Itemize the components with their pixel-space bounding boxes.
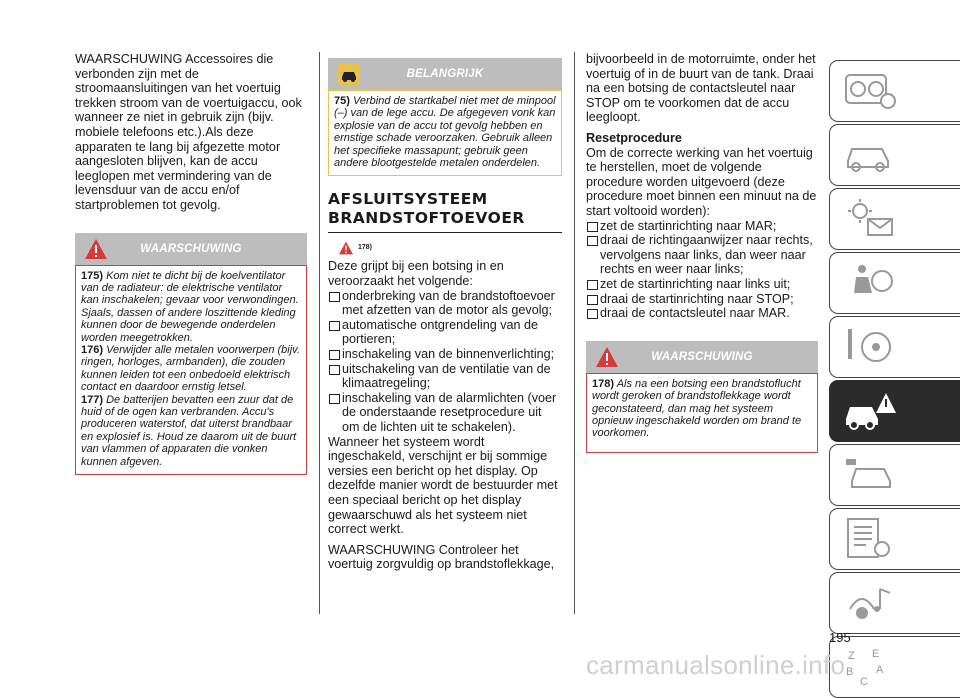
warning-item bbox=[81, 270, 301, 344]
list-item-text: inschakeling van de binnenverlichting; bbox=[342, 347, 555, 361]
list-item-text: automatische ontgrendeling van de portieren; bbox=[342, 317, 539, 347]
list-item-text: draai de richtingaanwijzer naar rechts, vervolgens naar links, dan weer naar rechts en weer naar links; bbox=[600, 233, 813, 277]
warning-text: De batterijen bevatten een zuur dat de huid of de ogen kan verbranden. Accu's produceren waterstof, dat uiterst brandbaar en explosief is. Houd ze daarom uit de buurt van vlammen of apparaten die vonken kunnen afgeven. bbox=[81, 393, 297, 468]
svg-text:E: E bbox=[872, 648, 880, 660]
list-item bbox=[586, 219, 818, 234]
list-item-text: uitschakeling van de ventilatie van de klimaatregeling; bbox=[342, 361, 551, 391]
warning-item bbox=[81, 394, 301, 468]
important-number: 75) bbox=[334, 95, 350, 107]
tab-emergency[interactable] bbox=[829, 380, 960, 442]
warning-text: Verwijder alle metalen voorwerpen (bijv. ringen, horloges, armbanden), die zouden kunnen leiden tot een onbedoeld elektrisch contact en daardoor ernstig letsel. bbox=[81, 343, 300, 394]
checkbox-bullet-icon bbox=[587, 222, 598, 232]
reference-number: 178) bbox=[358, 244, 373, 252]
warning-box bbox=[75, 233, 307, 476]
checkbox-bullet-icon bbox=[329, 350, 340, 360]
important-title: BELANGRIJK bbox=[406, 68, 484, 80]
checkbox-bullet-icon bbox=[329, 365, 340, 375]
list-item bbox=[586, 306, 818, 321]
warning-text: Als na een botsing een brandstoflucht wordt geroken of brandstoflekkage wordt geconstateerd, dan mag het systeem opnieuw ingeschakeld worden om brand te voorkomen. bbox=[592, 377, 802, 440]
tab-index[interactable] bbox=[829, 636, 960, 698]
warning-title: WAARSCHUWING bbox=[140, 242, 242, 255]
list-item bbox=[328, 362, 562, 391]
list-item-text: draai de contactsleutel naar MAR. bbox=[600, 306, 790, 321]
warning-text: Kom niet te dicht bij de koelventilator van de radiateur: de elektrische ventilator kan inschakelen; gevaar voor verwondingen. Sjaals, dassen of andere loszittende kleding kunnen door de bewegende onderdelen worden meegetrokken. bbox=[81, 269, 299, 344]
list-item bbox=[328, 391, 562, 435]
important-box-body bbox=[328, 90, 562, 176]
warning-box-body bbox=[586, 373, 818, 453]
watermark: carmanualsonline.info bbox=[586, 650, 846, 680]
tab-dashboard[interactable] bbox=[829, 60, 960, 122]
tab-lights[interactable] bbox=[829, 188, 960, 250]
important-text: Verbind de startkabel niet met de minpool (–) van de lege accu. De afgegeven vonk kan explosie van de accu tot gevolg hebben en ernstige schade veroorzaken. Gebruik alleen het specifieke massapunt; gebruik geen andere blootgestelde metalen onderdelen. bbox=[334, 95, 556, 170]
emergency-crash-icon bbox=[842, 387, 898, 435]
column-divider bbox=[319, 52, 320, 614]
section-heading-line-2: BRANDSTOFTOEVOER bbox=[328, 209, 525, 228]
list-item-text: zet de startinrichting naar MAR; bbox=[600, 218, 777, 233]
important-box-header bbox=[328, 58, 562, 90]
warning-box bbox=[586, 341, 818, 453]
checkbox-bullet-icon bbox=[587, 309, 598, 319]
page-number: 195 bbox=[829, 630, 851, 645]
reference-marker bbox=[338, 241, 562, 259]
leak-warning-paragraph: WAARSCHUWING Controleer het voertuig zorgvuldig op brandstoflekkage, bbox=[328, 542, 555, 572]
svg-text:A: A bbox=[876, 664, 884, 676]
checkbox-bullet-icon bbox=[329, 292, 340, 302]
steering-wheel-icon bbox=[842, 323, 898, 371]
reset-intro-paragraph: Om de correcte werking van het voertuig te herstellen, moet de volgende procedure worden uitgevoerd (deze procedure moet binnen een minuut na de start voltooid worden): bbox=[586, 145, 817, 218]
warning-title: WAARSCHUWING bbox=[651, 350, 753, 363]
warning-number: 178) bbox=[592, 377, 615, 390]
list-item bbox=[586, 277, 818, 292]
tab-multimedia[interactable] bbox=[829, 572, 960, 634]
column-3 bbox=[586, 52, 818, 453]
warning-box-header bbox=[586, 341, 818, 373]
safety-airbag-icon bbox=[842, 259, 898, 307]
multimedia-icon bbox=[842, 579, 898, 627]
list-item bbox=[586, 292, 818, 307]
tab-maintenance[interactable] bbox=[829, 444, 960, 506]
section-heading bbox=[328, 190, 562, 233]
warning-number: 177) bbox=[81, 393, 104, 406]
svg-text:B: B bbox=[846, 666, 854, 678]
tab-technical-data[interactable] bbox=[829, 508, 960, 570]
accessories-warning-paragraph: WAARSCHUWING Accessoires die verbonden zijn met de stroomaansluitingen van het voertuig trekken stroom van de voertuigaccu, ook wanneer ze niet in gebruik zijn (bijv. mobiele telefoons etc.).Als deze apparaten te lang bij afgezette motor aangesloten blijven, kan de accu leeglopen met vermindering van de levensduur van de accu en/of startproblemen tot gevolg. bbox=[75, 52, 302, 212]
column-2 bbox=[328, 52, 562, 572]
important-box bbox=[328, 58, 562, 176]
column-divider bbox=[574, 52, 575, 614]
car-icon bbox=[842, 131, 898, 179]
checkbox-bullet-icon bbox=[587, 280, 598, 290]
svg-text:Z: Z bbox=[848, 650, 855, 662]
list-item bbox=[328, 289, 562, 318]
tab-driving[interactable] bbox=[829, 316, 960, 378]
column-1 bbox=[75, 52, 307, 475]
dashboard-info-icon bbox=[842, 67, 898, 115]
checkbox-bullet-icon bbox=[329, 321, 340, 331]
warning-number: 176) bbox=[81, 343, 104, 356]
svg-text:C: C bbox=[860, 676, 868, 688]
warning-box-header bbox=[75, 233, 307, 265]
tab-safety[interactable] bbox=[829, 252, 960, 314]
index-alphabet-icon bbox=[842, 643, 898, 691]
display-message-paragraph: Wanneer het systeem wordt ingeschakeld, verschijnt er bij sommige versies een bericht op het display. Op dezelfde manier wordt de bestuurder met een speciaal bericht op het display gewaarschuwd als het systeem niet correct werkt. bbox=[328, 434, 558, 537]
warning-number: 175) bbox=[81, 269, 104, 282]
warning-item bbox=[81, 344, 301, 394]
reset-procedure-heading: Resetprocedure bbox=[586, 130, 682, 145]
list-item bbox=[328, 318, 562, 347]
intro-paragraph: Deze grijpt bij een botsing in en veroorzaakt het volgende: bbox=[328, 259, 504, 289]
list-item-text: zet de startinrichting naar links uit; bbox=[600, 276, 791, 291]
list-item-text: onderbreking van de brandstoftoevoer met afzetten van de motor als gevolg; bbox=[342, 288, 555, 318]
warning-triangle-icon bbox=[338, 241, 354, 255]
warning-box-body bbox=[75, 265, 307, 476]
checkbox-bullet-icon bbox=[587, 236, 598, 246]
maintenance-car-icon bbox=[842, 451, 898, 499]
technical-data-icon bbox=[842, 515, 898, 563]
list-item-text: draai de startinrichting naar STOP; bbox=[600, 291, 794, 306]
continuation-paragraph: bijvoorbeeld in de motorruimte, onder het voertuig of in de buurt van de tank. Draai na een botsing de contactsleutel naar STOP om te voorkomen dat de accu leegloopt. bbox=[586, 52, 816, 125]
list-item bbox=[586, 233, 818, 277]
lights-mail-icon bbox=[842, 195, 898, 243]
checkbox-bullet-icon bbox=[587, 295, 598, 305]
tab-vehicle[interactable] bbox=[829, 124, 960, 186]
section-heading-line-1: AFSLUITSYSTEEM bbox=[328, 190, 488, 209]
list-item-text: inschakeling van de alarmlichten (voer de onderstaande resetprocedure uit om de lichten uit te schakelen). bbox=[342, 390, 557, 434]
list-item bbox=[328, 347, 562, 362]
checkbox-bullet-icon bbox=[329, 394, 340, 404]
